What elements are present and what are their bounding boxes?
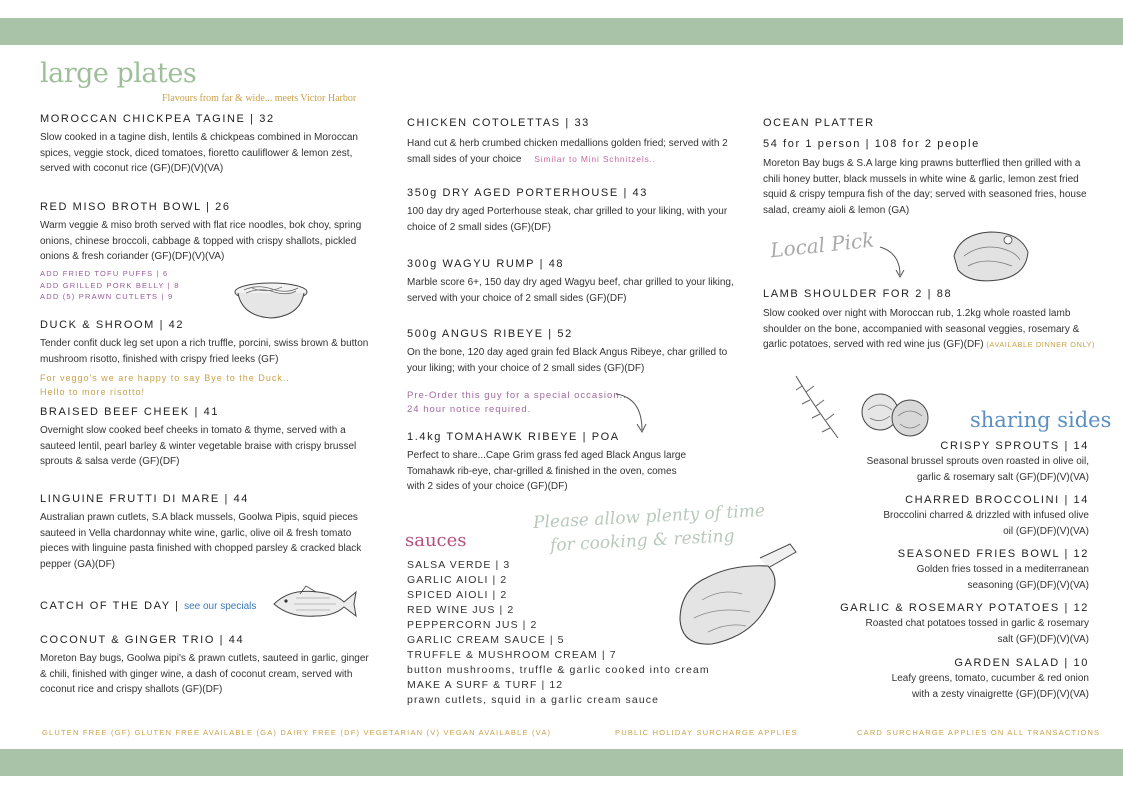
item-wagyu: [407, 258, 737, 306]
side-desc: salt (GF)(DF)(V)(VA): [997, 633, 1089, 645]
item-coconut-trio: [40, 634, 370, 698]
dinner-only-note: (AVAILABLE DINNER ONLY): [986, 340, 1096, 349]
side-title: SEASONED FRIES BOWL | 12: [897, 548, 1089, 560]
addons-list: [40, 268, 240, 303]
item-beef-cheek: [40, 406, 370, 470]
side-desc: garlic & rosemary salt (GF)(DF)(V)(VA): [916, 471, 1089, 483]
side-desc: Seasonal brussel sprouts oven roasted in olive oil,: [866, 456, 1089, 467]
lamb-title: LAMB SHOULDER FOR 2 | 88: [763, 288, 953, 300]
item-catch: [40, 596, 290, 614]
duck-note: Hello to more risotto!: [40, 387, 146, 397]
item-desc: Australian prawn cutlets, S.A black mussels, Goolwa Pipis, squid pieces sauteed in Vella chardonnay white wine, garlic, olive oil & fresh tomato pieces with linguine pasta finished with chopped parsley & cracked black pepper (GA)(DF): [40, 512, 362, 570]
side-desc: oil (GF)(DF)(V)(VA): [1003, 525, 1089, 537]
item-miso: [40, 201, 370, 265]
item-title: RED MISO BROTH BOWL | 26: [40, 201, 231, 213]
item-desc: Marble score 6+, 150 day dry aged Wagyu beef, char grilled to your liking, served with your choice of 2 small sides (GF)(DF): [407, 277, 734, 304]
side-desc: Roasted chat potatoes tossed in garlic & rosemary: [865, 618, 1089, 629]
item-desc: Tender confit duck leg set upon a rich truffle, porcini, swiss brown & button mushroom risotto, finished with crispy fried leeks (GF): [40, 338, 369, 365]
item-ribeye: [407, 328, 737, 376]
tagline: Flavours from far & wide... meets Victor Harbor: [162, 93, 357, 104]
side-title: CHARRED BROCCOLINI | 14: [905, 494, 1089, 506]
item-desc: [407, 136, 737, 167]
preorder-note: Pre-Order this guy for a special occasion..: [407, 390, 627, 401]
sauce-item: SPICED AIOLI | 2: [407, 589, 508, 601]
item-title: BRAISED BEEF CHEEK | 41: [40, 406, 220, 418]
handwritten-note: Please allow plenty of time: [532, 500, 766, 534]
item-desc-text: Hand cut & herb crumbed chicken medallions golden fried; served with 2 small sides of your choice: [407, 138, 728, 165]
sauce-item: TRUFFLE & MUSHROOM CREAM | 7: [407, 649, 617, 661]
top-band: [0, 18, 1123, 45]
handwritten-note: for cooking & resting: [549, 526, 735, 556]
card-surcharge-note: CARD SURCHARGE APPLIES ON ALL TRANSACTIONS: [857, 728, 1101, 737]
side-title: CRISPY SPROUTS | 14: [940, 440, 1089, 452]
preorder-note: 24 hour notice required.: [407, 404, 532, 415]
sharing-sides-title: sharing sides: [970, 408, 1112, 432]
item-tomahawk: [407, 431, 737, 495]
sauce-item: RED WINE JUS | 2: [407, 604, 515, 616]
side-potatoes: [760, 602, 1089, 647]
side-title: GARDEN SALAD | 10: [954, 657, 1089, 669]
page-title: large plates: [40, 58, 197, 89]
item-desc: On the bone, 120 day aged grain fed Black Angus Ribeye, char grilled to your liking; with your choice of 2 small sides (GF)(DF): [407, 347, 728, 374]
item-tagine: [40, 113, 370, 177]
item-title: 1.4kg TOMAHAWK RIBEYE | POA: [407, 431, 620, 443]
side-desc: with a zesty vinaigrette (GF)(DF)(V)(VA): [911, 688, 1089, 700]
item-title: 350g DRY AGED PORTERHOUSE | 43: [407, 187, 648, 199]
sauces-title: sauces: [405, 530, 467, 551]
lamb-desc-text: Slow cooked over night with Moroccan rub, 1.2kg whole roasted lamb shoulder on the bone, accompanied with seasonal veggies, rosemary & garlic potatoes, served with red wine jus (GF)(DF): [763, 308, 1080, 350]
item-title: COCONUT & GINGER TRIO | 44: [40, 634, 245, 646]
item-desc: Slow cooked in a tagine dish, lentils & chickpeas combined in Moroccan spices, veggie stock, diced tomatoes, fioretto cauliflower & lemon zest, served with coconut rice (GF)(DF)(V)(VA): [40, 132, 358, 174]
sauce-item: prawn cutlets, squid in a garlic cream sauce: [407, 694, 660, 706]
addon-item: ADD FRIED TOFU PUFFS | 6: [40, 269, 169, 278]
item-title: 500g ANGUS RIBEYE | 52: [407, 328, 573, 340]
item-linguine: [40, 493, 370, 572]
sauce-item: GARLIC AIOLI | 2: [407, 574, 508, 586]
item-title: 300g WAGYU RUMP | 48: [407, 258, 565, 270]
addon-item: ADD GRILLED PORK BELLY | 8: [40, 280, 180, 290]
item-title: CHICKEN COTOLETTAS | 33: [407, 117, 590, 129]
dietary-legend: GLUTEN FREE (GF) GLUTEN FREE AVAILABLE (GA) DAIRY FREE (DF) VEGETARIAN (V) VEGAN AVAILABLE (VA): [42, 728, 552, 737]
local-pick-note: Local Pick: [769, 227, 876, 263]
ocean-title: OCEAN PLATTER: [763, 117, 875, 129]
side-desc: Golden fries tossed in a mediterranean: [916, 564, 1089, 575]
duck-note: For veggo's we are happy to say Bye to the Duck..: [40, 373, 290, 383]
item-title: MOROCCAN CHICKPEA TAGINE | 32: [40, 113, 275, 125]
brussel-sprouts-icon: [856, 388, 936, 445]
sauce-item: GARLIC CREAM SAUCE | 5: [407, 634, 565, 646]
item-desc: 100 day dry aged Porterhouse steak, char grilled to your liking, with your choice of 2 small sides (GF)(DF): [407, 206, 728, 233]
side-desc: seasoning (GF)(DF)(V)(VA): [967, 579, 1089, 591]
side-broccolini: [760, 494, 1089, 539]
side-desc: Broccolini charred & drizzled with infused olive: [883, 510, 1089, 521]
side-garden-salad: [760, 657, 1089, 702]
sauce-item: SALSA VERDE | 3: [407, 559, 511, 571]
side-desc: Leafy greens, tomato, cucumber & red onion: [891, 673, 1089, 684]
item-desc: Perfect to share...Cape Grim grass fed aged Black Angus large Tomahawk rib-eye, char-grilled & finished in the oven, comes with 2 sides of your choice (GF)(DF): [407, 450, 687, 492]
item-cotolettas: [407, 117, 737, 167]
item-title: CATCH OF THE DAY |: [40, 600, 180, 612]
lamb-shoulder-icon: [950, 226, 1032, 291]
side-crispy-sprouts: [760, 440, 1089, 485]
ocean-price: 54 for 1 person | 108 for 2 people: [763, 138, 980, 150]
sauce-item: PEPPERCORN JUS | 2: [407, 619, 538, 631]
ocean-desc: Moreton Bay bugs & S.A large king prawns butterflied then grilled with a chili honey butter, black mussels in white wine & garlic, lemon zest fried squid & crispy tempura fish of the day; served with seasoned fries, house salad, creamy aioli & lemon (GA): [763, 158, 1087, 216]
sauce-item: button mushrooms, truffle & garlic cooked into cream: [407, 664, 710, 676]
see-specials-link[interactable]: see our specials: [184, 601, 257, 612]
curved-arrow-icon: [878, 245, 908, 286]
sauce-item: MAKE A SURF & TURF | 12: [407, 679, 564, 691]
item-desc: Overnight slow cooked beef cheeks in tomato & thyme, served with a sauteed lentil, pearl barley & winter vegetable braise with crispy brussel sprouts & salsa verde (GF)(DF): [40, 425, 357, 467]
schnitzel-note: Similar to Mini Schnitzels..: [534, 153, 656, 164]
fish-icon: [270, 582, 360, 629]
item-title: DUCK & SHROOM | 42: [40, 319, 185, 331]
addon-item: ADD (5) PRAWN CUTLETS | 9: [40, 292, 174, 301]
side-fries: [760, 548, 1089, 593]
item-duck: [40, 319, 370, 367]
bottom-band: [0, 749, 1123, 776]
item-porterhouse: [407, 187, 737, 235]
holiday-surcharge-note: PUBLIC HOLIDAY SURCHARGE APPLIES: [615, 728, 798, 737]
item-title: LINGUINE FRUTTI DI MARE | 44: [40, 493, 250, 505]
lamb-desc: [763, 306, 1103, 353]
rosemary-icon: [790, 372, 846, 447]
side-title: GARLIC & ROSEMARY POTATOES | 12: [840, 602, 1089, 614]
item-desc: Warm veggie & miso broth served with flat rice noodles, bok choy, spring onions, chinese broccoli, cabbage & topped with crispy shallots, pickled onions & fresh coriander (GF)(DF)(V)(VA): [40, 220, 362, 262]
item-desc: Moreton Bay bugs, Goolwa pipi's & prawn cutlets, sauteed in garlic, ginger & chili, finished with ginger wine, a dash of coconut cream, served with coconut rice and crispy shallots (GF)(DF): [40, 653, 369, 695]
sauces-list: [407, 558, 717, 708]
